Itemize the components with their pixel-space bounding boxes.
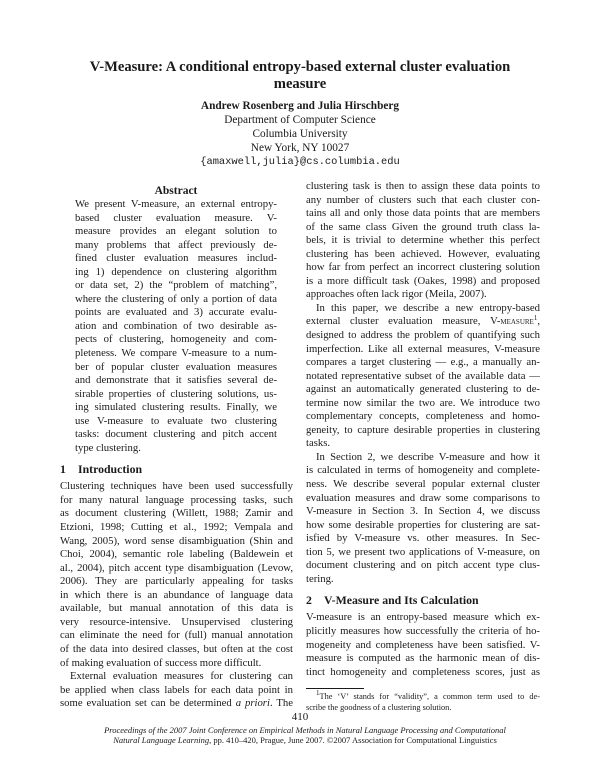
text-line: how far from perfect an incorrect clustering solution [306,261,540,274]
text-line: Etzioni, 1998; Cutting et al., 1992; Vempala and [60,521,293,534]
text-line: how some desirable properties for clustering are sat- [306,518,540,531]
text-line: Choi, 2004), semantic role labeling (Baldewein et [60,548,293,561]
text-line: tasks: document clustering and pitch accent [75,428,277,441]
text-line: clustering task is then to assign these data points to [306,180,540,192]
footnote-number: 1 [316,689,320,698]
text-line: can eliminate the need for (full) manual annotation [60,629,293,642]
abstract-body [75,198,277,455]
text-line: and demonstrate that it satisfies several de- [75,374,277,387]
footnote-line: scribe the goodness of a clustering solution. [306,702,452,712]
affiliation-department: Department of Computer Science [224,114,376,126]
text-line: In Section 2, we describe V-measure and how it [316,450,540,463]
text-line: of the same class Given the ground truth class la- [306,220,540,233]
text-line: many problems that affect previously de- [75,238,277,251]
text-line: type clustering. [75,441,141,454]
text-line: or data set, 2) the “problem of matching”, [75,279,277,292]
right-column [306,180,540,713]
abstract-heading: Abstract [154,185,198,197]
text-line: external cluster evaluation measure, V-measure$^1$, [306,314,540,328]
affiliation-address: New York, NY 10027 [250,142,350,154]
text-line: complementary concepts, completeness and homo- [306,410,540,423]
proceedings-details: , pp. 410–420, Prague, June 2007. ©2007 Association for Computational Linguistics [209,735,497,745]
text-line: some evaluation set can be determined a priori. The [60,697,293,710]
author-names: Andrew Rosenberg and Julia Hirschberg [200,100,400,112]
text-line: compares a target clustering — e.g., a manually an- [306,356,540,369]
text-line: ation and combination of two desirable as- [75,319,277,332]
text-line: ing 1) dependence on clustering algorithm [75,265,277,278]
paper-title [60,59,540,93]
text-line: In this paper, we describe a new entropy-based [316,301,540,314]
text-line: tinct homogeneity and completeness scores, just as [306,665,540,678]
text-line: of making evaluation of success more difficult. [60,656,262,669]
section-heading-introduction [60,462,293,476]
text-line: available, but manual annotation of this data is [60,602,293,615]
text-line: document clustering and on pitch accent type clus- [306,559,540,572]
text-line: measure provides an elegant solution to [75,225,277,238]
footnote [306,689,540,713]
footnote-line: $^1$The ‘V’ stands for “validity”, a common term used to de- [316,689,540,702]
text-line: tering. [306,572,334,585]
text-line: al., 2004), pitch accent type disambiguation (Levow, [60,561,293,574]
text-line: in which there is an abundance of language data [60,588,293,601]
text-line: plicitly measures how successfully the criteria of ho- [306,624,540,637]
text-line: fined cluster evaluation measures includ- [75,252,277,265]
text-line: any number of clusters such that each cluster con- [306,193,540,206]
page-number: 410 [291,711,309,723]
text-line: very resource-intensive. Unsupervised clustering [60,615,293,628]
author-block [60,99,540,169]
text-line: V-measure in Section 3. In Section 4, we discuss [306,505,540,518]
text-line: 2006). They are particularly appealing for tasks [60,575,293,588]
text-line: clustering has been achieved. However, evaluating [306,247,540,260]
right-paragraph-3 [306,451,540,586]
text-line: evaluation measures and draw some comparisons to [306,491,540,504]
proceedings-line-1: Proceedings of the 2007 Joint Conference on Empirical Methods in Natural Language Processing and Computational [104,725,506,735]
text-line: against an automatically generated clustering to de- [306,383,540,396]
text-line: Wang, 2005), word sense disambiguation (Shin and [60,534,293,547]
text-line: tains all and only those data points that are members [306,207,540,220]
footnote-rule [306,688,364,689]
left-column [60,184,293,711]
section-title: Introduction [78,462,143,477]
text-line: ber of popular cluster evaluation measures [75,360,277,373]
proceedings-citation [60,725,550,745]
text-line: tasks. [306,437,331,450]
affiliation-university: Columbia University [252,128,348,140]
text-line: V-measure is an entropy-based measure which ex- [306,611,540,624]
text-line: External evaluation measures for clustering can [70,670,293,683]
emphasis-a-priori: a priori [235,697,270,710]
text-line: is calculated in terms of homogeneity and complete- [306,464,540,477]
text-line: termine now similar the two are. We introduce two [306,396,540,409]
text-line: mogeneity and completeness have been satisfied. V- [306,638,540,651]
text-line: ness. We describe several popular external cluster [306,478,540,491]
text-line: of the data into desired classes, but often at the cost [60,642,293,655]
text-line: where the clustering of only a portion of data [75,292,277,305]
text-line: pects of clustering, homogeneity and com- [75,333,277,346]
section-number: 2 [306,593,312,608]
introduction-paragraph-2 [60,670,293,697]
proceedings-venue: Natural Language Learning [113,735,210,745]
right-paragraph-2 [306,329,540,451]
section-heading-v-measure [306,593,540,607]
text-line: We present V-measure, an external entropy- [75,198,277,210]
title-line: V-Measure: A conditional entropy-based external cluster evaluation [89,59,511,75]
section-number: 1 [60,462,66,477]
introduction-paragraph-1 [60,480,293,670]
text-line: is a more difficult task (Oakes, 1998) and proposed [306,274,540,287]
v-measure-smallcaps: V-measure [490,315,534,328]
text-line: measure is computed as the harmonic mean of dis- [306,652,540,665]
text-line: designed to address the problem of quantifying such [306,329,540,342]
text-line: geneity, to capture desirable properties in clustering [306,423,540,436]
text-line: sirable properties of clustering solutions, us- [75,387,277,400]
author-email: {amaxwell,julia}@cs.columbia.edu [200,156,400,168]
text-line: for many natural language processing tasks, such [60,493,293,506]
abstract [75,184,277,455]
text-line: approaches often lack rigor (Meila, 2007). [306,288,487,301]
title-line: measure [273,76,327,92]
text-line: points are evaluated and 3) accurate evalu- [75,306,277,319]
footnote-marker: 1 [533,314,538,323]
text-line: ing simulated clustering results. Finally, we [75,401,277,414]
text-line: tion 5, we present two applications of V-measure, on [306,545,540,558]
text-line: Clustering techniques have been used successfully [60,480,293,493]
text-line: imperfection. Like all external measures, V-measure [306,342,540,355]
text-line: be applied when class labels for each data point in [60,683,293,696]
section2-paragraph [306,611,540,679]
section-title: V-Measure and Its Calculation [324,593,479,608]
text-line: bels, it is trivial to determine whether this perfect [306,234,540,247]
text-line: pleteness. We compare V-measure to a num- [75,347,277,360]
text-line: as document clustering (Willett, 1988; Zamir and [60,507,293,520]
right-paragraph-1 [306,180,540,302]
text-line: notated representative subset of the available data — [306,369,540,382]
text-line: use V-measure to evaluate two clustering [75,414,277,427]
text-line: isfied by V-measure vs. other measures. In Sec- [306,532,540,545]
text-line: based cluster evaluation measure. V- [75,211,277,224]
